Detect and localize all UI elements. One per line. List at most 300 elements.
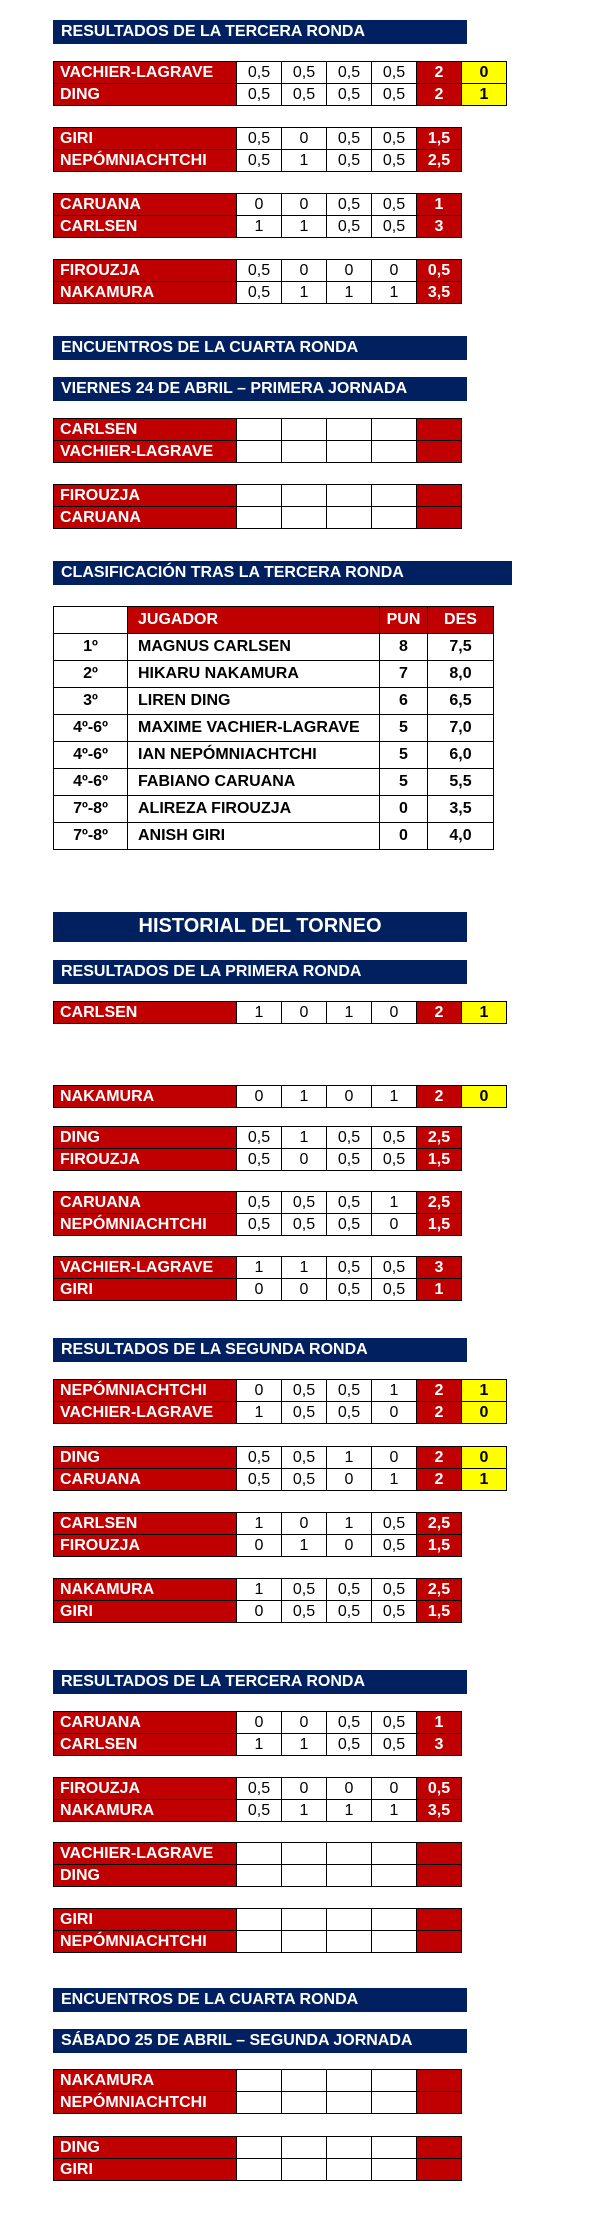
tiebreak-points: 6,0 xyxy=(428,742,494,769)
player-full-name: HIKARU NAKAMURA xyxy=(128,661,380,688)
game-score xyxy=(282,2070,327,2092)
match-group xyxy=(53,127,462,172)
game-score: 0 xyxy=(282,1778,327,1800)
match-table xyxy=(53,484,462,529)
match-group xyxy=(53,1711,462,1756)
tiebreak-points: 5,5 xyxy=(428,769,494,796)
match-total xyxy=(417,2159,462,2181)
match-total: 2 xyxy=(417,1002,462,1024)
game-score: 1 xyxy=(282,216,327,238)
header-round4-history: ENCUENTROS DE LA CUARTA RONDA xyxy=(53,1988,467,2012)
standings-row xyxy=(54,634,494,661)
game-score: 0,5 xyxy=(372,128,417,150)
game-score xyxy=(372,441,417,463)
match-total: 2,5 xyxy=(417,150,462,172)
header-round3-history: RESULTADOS DE LA TERCERA RONDA xyxy=(53,1670,467,1694)
game-score: 1 xyxy=(282,1127,327,1149)
player-row xyxy=(54,1601,462,1623)
player-full-name: LIREN DING xyxy=(128,688,380,715)
game-score: 0 xyxy=(237,1601,282,1623)
game-score: 0 xyxy=(372,1778,417,1800)
player-full-name: FABIANO CARUANA xyxy=(128,769,380,796)
player-name: CARLSEN xyxy=(54,1513,237,1535)
game-score: 0,5 xyxy=(237,1149,282,1171)
game-score xyxy=(282,1909,327,1931)
game-score xyxy=(237,441,282,463)
game-score: 0,5 xyxy=(327,194,372,216)
player-row xyxy=(54,2159,462,2181)
match-table xyxy=(53,1256,462,1301)
game-score: 0,5 xyxy=(327,1380,372,1402)
game-score: 0,5 xyxy=(372,1535,417,1557)
game-score: 1 xyxy=(327,282,372,304)
game-score xyxy=(282,2159,327,2181)
tiebreak-result: 0 xyxy=(462,1402,507,1424)
history-title: HISTORIAL DEL TORNEO xyxy=(53,912,467,942)
game-score: 0 xyxy=(237,194,282,216)
game-score: 0 xyxy=(237,1535,282,1557)
points: 8 xyxy=(380,634,428,661)
game-score xyxy=(282,1843,327,1865)
player-full-name: MAGNUS CARLSEN xyxy=(128,634,380,661)
match-total: 2 xyxy=(417,1402,462,1424)
match-table xyxy=(53,1379,507,1424)
game-score xyxy=(282,441,327,463)
col-pos-header xyxy=(54,607,128,634)
game-score: 1 xyxy=(372,1192,417,1214)
game-score: 1 xyxy=(237,1002,282,1024)
player-row xyxy=(54,150,462,172)
game-score: 0,5 xyxy=(237,128,282,150)
player-row xyxy=(54,2092,462,2114)
pairing-group xyxy=(53,2069,462,2114)
player-row xyxy=(54,62,507,84)
match-table xyxy=(53,2136,462,2181)
player-row xyxy=(54,1535,462,1557)
match-total xyxy=(417,441,462,463)
standings-table xyxy=(53,606,494,850)
game-score xyxy=(237,1909,282,1931)
position: 4º-6º xyxy=(54,769,128,796)
player-row xyxy=(54,1002,507,1024)
match-group xyxy=(53,1446,507,1491)
game-score: 0 xyxy=(327,1778,372,1800)
match-total xyxy=(417,485,462,507)
points: 0 xyxy=(380,796,428,823)
pairing-group xyxy=(53,2136,462,2181)
match-table xyxy=(53,193,462,238)
game-score xyxy=(282,507,327,529)
match-total: 3 xyxy=(417,216,462,238)
game-score xyxy=(237,2137,282,2159)
game-score: 0,5 xyxy=(237,1447,282,1469)
match-total: 2,5 xyxy=(417,1192,462,1214)
tiebreak-result: 1 xyxy=(462,1380,507,1402)
game-score: 0,5 xyxy=(372,194,417,216)
game-score: 0,5 xyxy=(282,1192,327,1214)
game-score: 0,5 xyxy=(327,1734,372,1756)
game-score: 0,5 xyxy=(327,1712,372,1734)
points: 7 xyxy=(380,661,428,688)
game-score: 0,5 xyxy=(282,62,327,84)
header-standings: CLASIFICACIÓN TRAS LA TERCERA RONDA xyxy=(53,561,512,585)
match-total xyxy=(417,2070,462,2092)
match-total xyxy=(417,1931,462,1953)
standings-row xyxy=(54,823,494,850)
match-table xyxy=(53,1777,462,1822)
match-table xyxy=(53,1908,462,1953)
match-total: 1 xyxy=(417,1279,462,1301)
pairing-group xyxy=(53,1842,462,1887)
match-table xyxy=(53,1001,507,1024)
game-score: 0 xyxy=(282,260,327,282)
game-score: 0 xyxy=(237,1712,282,1734)
game-score: 0,5 xyxy=(372,1513,417,1535)
player-row xyxy=(54,1579,462,1601)
match-total: 3,5 xyxy=(417,1800,462,1822)
game-score: 0,5 xyxy=(327,62,372,84)
tiebreak-result: 1 xyxy=(462,84,507,106)
player-row xyxy=(54,1909,462,1931)
player-row xyxy=(54,2137,462,2159)
player-row xyxy=(54,485,462,507)
player-name: CARUANA xyxy=(54,1712,237,1734)
match-group xyxy=(53,1777,462,1822)
game-score xyxy=(282,1931,327,1953)
standings-row xyxy=(54,715,494,742)
player-row xyxy=(54,1865,462,1887)
game-score: 0,5 xyxy=(372,84,417,106)
position: 3º xyxy=(54,688,128,715)
game-score: 0,5 xyxy=(372,62,417,84)
player-name: NAKAMURA xyxy=(54,282,237,304)
tiebreak-points: 3,5 xyxy=(428,796,494,823)
standings-row xyxy=(54,661,494,688)
match-total xyxy=(417,507,462,529)
player-row xyxy=(54,1279,462,1301)
game-score: 0,5 xyxy=(327,216,372,238)
player-name: CARUANA xyxy=(54,194,237,216)
match-total: 1 xyxy=(417,1712,462,1734)
player-name: CARUANA xyxy=(54,507,237,529)
player-row xyxy=(54,1149,462,1171)
player-row xyxy=(54,216,462,238)
player-name: CARLSEN xyxy=(54,419,237,441)
game-score xyxy=(327,1865,372,1887)
game-score: 1 xyxy=(327,1447,372,1469)
game-score xyxy=(327,2137,372,2159)
match-total: 1,5 xyxy=(417,1601,462,1623)
game-score: 0 xyxy=(282,1513,327,1535)
game-score xyxy=(237,2159,282,2181)
game-score xyxy=(237,2092,282,2114)
game-score xyxy=(327,485,372,507)
match-total xyxy=(417,1865,462,1887)
game-score: 0,5 xyxy=(237,1469,282,1491)
game-score: 0,5 xyxy=(327,1214,372,1236)
standings-header-row xyxy=(54,607,494,634)
game-score xyxy=(327,1843,372,1865)
player-row xyxy=(54,282,462,304)
match-total: 1,5 xyxy=(417,128,462,150)
position: 2º xyxy=(54,661,128,688)
game-score xyxy=(282,485,327,507)
points: 5 xyxy=(380,769,428,796)
header-round2: RESULTADOS DE LA SEGUNDA RONDA xyxy=(53,1338,467,1362)
game-score xyxy=(372,1843,417,1865)
player-name: NAKAMURA xyxy=(54,2070,237,2092)
player-row xyxy=(54,1469,507,1491)
player-full-name: ANISH GIRI xyxy=(128,823,380,850)
match-table xyxy=(53,1512,462,1557)
game-score xyxy=(372,2159,417,2181)
game-score: 0 xyxy=(327,1469,372,1491)
player-name: DING xyxy=(54,1447,237,1469)
player-row xyxy=(54,1931,462,1953)
match-total xyxy=(417,1909,462,1931)
position: 1º xyxy=(54,634,128,661)
player-name: FIROUZJA xyxy=(54,1778,237,1800)
game-score: 1 xyxy=(237,1402,282,1424)
game-score: 0 xyxy=(282,128,327,150)
game-score: 0,5 xyxy=(372,1149,417,1171)
match-total: 1,5 xyxy=(417,1149,462,1171)
match-group xyxy=(53,1256,462,1301)
game-score: 1 xyxy=(282,1535,327,1557)
match-table xyxy=(53,1085,507,1108)
game-score xyxy=(237,1843,282,1865)
game-score: 0,5 xyxy=(282,1579,327,1601)
player-full-name: ALIREZA FIROUZJA xyxy=(128,796,380,823)
game-score: 0,5 xyxy=(237,62,282,84)
player-full-name: IAN NEPÓMNIACHTCHI xyxy=(128,742,380,769)
game-score: 0,5 xyxy=(237,150,282,172)
player-name: FIROUZJA xyxy=(54,1149,237,1171)
player-name: DING xyxy=(54,1865,237,1887)
game-score: 1 xyxy=(237,1734,282,1756)
player-row xyxy=(54,1712,462,1734)
match-table xyxy=(53,1191,462,1236)
tiebreak-points: 7,5 xyxy=(428,634,494,661)
col-tiebreak-header: DES xyxy=(428,607,494,634)
game-score: 0,5 xyxy=(327,1127,372,1149)
player-name: CARLSEN xyxy=(54,1002,237,1024)
game-score xyxy=(327,2092,372,2114)
game-score: 0,5 xyxy=(282,1402,327,1424)
game-score xyxy=(237,2070,282,2092)
player-name: VACHIER-LAGRAVE xyxy=(54,1843,237,1865)
player-name: NAKAMURA xyxy=(54,1800,237,1822)
game-score: 0,5 xyxy=(237,84,282,106)
player-row xyxy=(54,441,462,463)
player-name: NEPÓMNIACHTCHI xyxy=(54,1931,237,1953)
player-row xyxy=(54,1447,507,1469)
match-group xyxy=(53,1001,507,1024)
header-round4: ENCUENTROS DE LA CUARTA RONDA xyxy=(53,336,467,360)
player-row xyxy=(54,260,462,282)
player-name: NEPÓMNIACHTCHI xyxy=(54,1380,237,1402)
player-name: CARUANA xyxy=(54,1192,237,1214)
tiebreak-result: 0 xyxy=(462,1447,507,1469)
match-total: 2 xyxy=(417,1086,462,1108)
player-name: VACHIER-LAGRAVE xyxy=(54,1257,237,1279)
game-score: 0,5 xyxy=(237,1778,282,1800)
game-score xyxy=(372,507,417,529)
game-score xyxy=(372,1909,417,1931)
player-row xyxy=(54,1800,462,1822)
game-score xyxy=(372,2137,417,2159)
match-total xyxy=(417,2092,462,2114)
position: 7º-8º xyxy=(54,823,128,850)
header-round3: RESULTADOS DE LA TERCERA RONDA xyxy=(53,20,467,44)
game-score: 1 xyxy=(282,1257,327,1279)
game-score: 0 xyxy=(237,1380,282,1402)
header-round4-day2: SÁBADO 25 DE ABRIL – SEGUNDA JORNADA xyxy=(53,2029,467,2053)
game-score: 0 xyxy=(327,1086,372,1108)
match-total: 3 xyxy=(417,1257,462,1279)
game-score: 0 xyxy=(327,1535,372,1557)
game-score: 0,5 xyxy=(282,1380,327,1402)
header-round4-day1: VIERNES 24 DE ABRIL – PRIMERA JORNADA xyxy=(53,377,467,401)
game-score: 0 xyxy=(282,1712,327,1734)
game-score xyxy=(237,419,282,441)
player-row xyxy=(54,1127,462,1149)
game-score xyxy=(372,1931,417,1953)
game-score: 1 xyxy=(282,1734,327,1756)
player-row xyxy=(54,1402,507,1424)
game-score xyxy=(237,507,282,529)
game-score xyxy=(372,1865,417,1887)
game-score xyxy=(327,1909,372,1931)
game-score: 0 xyxy=(237,1086,282,1108)
points: 0 xyxy=(380,823,428,850)
match-table xyxy=(53,259,462,304)
game-score: 0,5 xyxy=(372,1601,417,1623)
player-row xyxy=(54,84,507,106)
match-total xyxy=(417,419,462,441)
game-score: 0,5 xyxy=(282,1214,327,1236)
match-total: 1,5 xyxy=(417,1214,462,1236)
col-points-header: PUN xyxy=(380,607,428,634)
position: 4º-6º xyxy=(54,742,128,769)
game-score xyxy=(372,485,417,507)
tiebreak-points: 6,5 xyxy=(428,688,494,715)
game-score: 0 xyxy=(282,1279,327,1301)
game-score: 0 xyxy=(327,260,372,282)
game-score: 1 xyxy=(372,1469,417,1491)
player-name: CARUANA xyxy=(54,1469,237,1491)
pairing-group xyxy=(53,484,462,529)
game-score: 0,5 xyxy=(282,84,327,106)
player-name: GIRI xyxy=(54,1601,237,1623)
game-score: 0,5 xyxy=(372,150,417,172)
game-score xyxy=(327,441,372,463)
match-group xyxy=(53,1126,462,1171)
player-name: DING xyxy=(54,84,237,106)
player-name: FIROUZJA xyxy=(54,260,237,282)
points: 6 xyxy=(380,688,428,715)
player-row xyxy=(54,128,462,150)
player-row xyxy=(54,2070,462,2092)
player-name: VACHIER-LAGRAVE xyxy=(54,1402,237,1424)
tiebreak-result: 1 xyxy=(462,1002,507,1024)
game-score: 0,5 xyxy=(327,1579,372,1601)
game-score xyxy=(372,419,417,441)
game-score: 0,5 xyxy=(327,128,372,150)
game-score: 1 xyxy=(282,282,327,304)
game-score: 0,5 xyxy=(237,1192,282,1214)
player-name: VACHIER-LAGRAVE xyxy=(54,441,237,463)
standings-row xyxy=(54,769,494,796)
game-score: 0,5 xyxy=(237,1127,282,1149)
match-table xyxy=(53,418,462,463)
tiebreak-points: 8,0 xyxy=(428,661,494,688)
match-total: 1 xyxy=(417,194,462,216)
match-total: 2 xyxy=(417,1469,462,1491)
game-score: 0,5 xyxy=(372,1127,417,1149)
game-score: 0,5 xyxy=(282,1469,327,1491)
game-score xyxy=(237,1931,282,1953)
match-group xyxy=(53,193,462,238)
game-score: 0,5 xyxy=(327,1149,372,1171)
tiebreak-points: 4,0 xyxy=(428,823,494,850)
position: 7º-8º xyxy=(54,796,128,823)
match-table xyxy=(53,1126,462,1171)
pairing-group xyxy=(53,418,462,463)
game-score: 0,5 xyxy=(372,216,417,238)
tiebreak-result: 0 xyxy=(462,1086,507,1108)
game-score: 1 xyxy=(282,1800,327,1822)
player-name: CARLSEN xyxy=(54,1734,237,1756)
game-score: 1 xyxy=(372,282,417,304)
col-player-header: JUGADOR xyxy=(128,607,380,634)
match-table xyxy=(53,1578,462,1623)
match-total xyxy=(417,1843,462,1865)
match-table xyxy=(53,1446,507,1491)
position: 4º-6º xyxy=(54,715,128,742)
player-name: GIRI xyxy=(54,2159,237,2181)
game-score: 0,5 xyxy=(237,1214,282,1236)
game-score xyxy=(327,1931,372,1953)
match-total: 2 xyxy=(417,84,462,106)
player-name: DING xyxy=(54,1127,237,1149)
game-score: 0,5 xyxy=(372,1257,417,1279)
match-total: 2,5 xyxy=(417,1127,462,1149)
player-name: NAKAMURA xyxy=(54,1579,237,1601)
match-total: 2 xyxy=(417,62,462,84)
game-score xyxy=(327,507,372,529)
player-name: GIRI xyxy=(54,1909,237,1931)
game-score: 0 xyxy=(282,194,327,216)
points: 5 xyxy=(380,715,428,742)
match-group xyxy=(53,1512,462,1557)
player-name: FIROUZJA xyxy=(54,1535,237,1557)
standings-row xyxy=(54,688,494,715)
game-score: 0 xyxy=(237,1279,282,1301)
game-score xyxy=(327,2070,372,2092)
player-full-name: MAXIME VACHIER-LAGRAVE xyxy=(128,715,380,742)
pairing-group xyxy=(53,1908,462,1953)
game-score: 0,5 xyxy=(372,1279,417,1301)
game-score: 1 xyxy=(327,1002,372,1024)
player-name: GIRI xyxy=(54,128,237,150)
game-score: 1 xyxy=(237,1257,282,1279)
player-row xyxy=(54,419,462,441)
standings-row xyxy=(54,796,494,823)
game-score xyxy=(282,2137,327,2159)
player-name: GIRI xyxy=(54,1279,237,1301)
game-score: 0,5 xyxy=(237,1800,282,1822)
